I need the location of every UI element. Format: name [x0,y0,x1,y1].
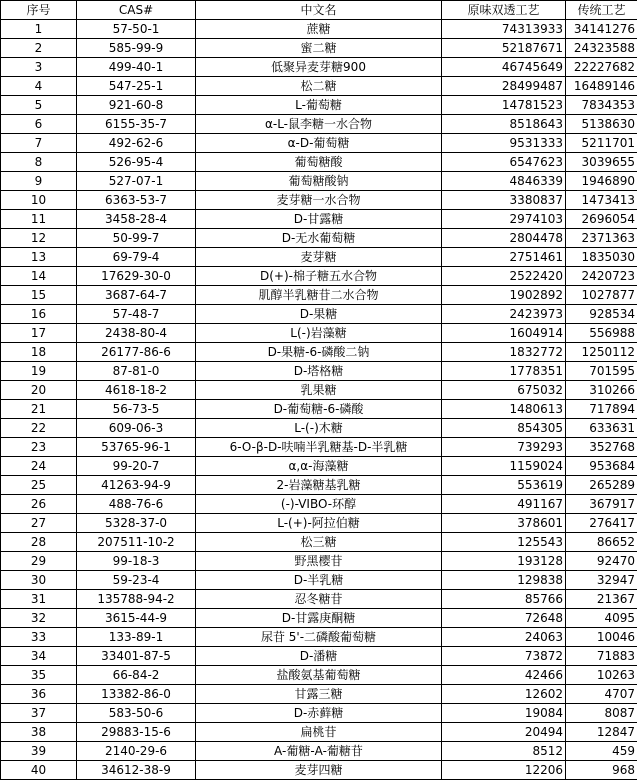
name-cell: 麦芽糖一水合物 [196,191,442,210]
original-value-cell: 491167 [442,495,566,514]
table-row [1,666,637,685]
index-cell: 10 [1,191,77,210]
cas-cell: 5328-37-0 [77,514,196,533]
original-value-cell: 14781523 [442,96,566,115]
cas-cell: 3687-64-7 [77,286,196,305]
index-cell: 3 [1,58,77,77]
original-value-cell: 20494 [442,723,566,742]
table-row [1,590,637,609]
index-cell: 35 [1,666,77,685]
cas-cell: 41263-94-9 [77,476,196,495]
name-cell: D-潘糖 [196,647,442,666]
table-body [1,20,637,780]
table-row [1,39,637,58]
table-row [1,552,637,571]
table-row [1,457,637,476]
index-cell: 38 [1,723,77,742]
original-value-cell: 52187671 [442,39,566,58]
cas-cell: 2140-29-6 [77,742,196,761]
cas-cell: 66-84-2 [77,666,196,685]
traditional-value-cell: 2371363 [566,229,637,248]
cas-cell: 13382-86-0 [77,685,196,704]
index-cell: 8 [1,153,77,172]
header-cas: CAS# [77,1,196,20]
table-row [1,419,637,438]
name-cell: 麦芽糖 [196,248,442,267]
index-cell: 15 [1,286,77,305]
table-row [1,305,637,324]
table-row [1,324,637,343]
cas-cell: 34612-38-9 [77,761,196,780]
name-cell: L(-)岩藻糖 [196,324,442,343]
index-cell: 9 [1,172,77,191]
table-row [1,495,637,514]
index-cell: 40 [1,761,77,780]
cas-cell: 547-25-1 [77,77,196,96]
name-cell: 野黑樱苷 [196,552,442,571]
traditional-value-cell: 352768 [566,438,637,457]
traditional-value-cell: 928534 [566,305,637,324]
traditional-value-cell: 32947 [566,571,637,590]
traditional-value-cell: 633631 [566,419,637,438]
original-value-cell: 19084 [442,704,566,723]
original-value-cell: 46745649 [442,58,566,77]
name-cell: 2-岩藻糖基乳糖 [196,476,442,495]
original-value-cell: 2804478 [442,229,566,248]
original-value-cell: 9531333 [442,134,566,153]
original-value-cell: 74313933 [442,20,566,39]
original-value-cell: 3380837 [442,191,566,210]
name-cell: 忍冬糖苷 [196,590,442,609]
traditional-value-cell: 21367 [566,590,637,609]
table-row [1,761,637,780]
traditional-value-cell: 8087 [566,704,637,723]
index-cell: 25 [1,476,77,495]
index-cell: 4 [1,77,77,96]
cas-cell: 2438-80-4 [77,324,196,343]
traditional-value-cell: 968 [566,761,637,780]
original-value-cell: 6547623 [442,153,566,172]
index-cell: 21 [1,400,77,419]
header-chinese-name: 中文名 [196,1,442,20]
index-cell: 39 [1,742,77,761]
index-cell: 28 [1,533,77,552]
table-row [1,438,637,457]
name-cell: α-D-葡萄糖 [196,134,442,153]
index-cell: 29 [1,552,77,571]
original-value-cell: 73872 [442,647,566,666]
original-value-cell: 2974103 [442,210,566,229]
name-cell: α,α-海藻糖 [196,457,442,476]
original-value-cell: 4846339 [442,172,566,191]
traditional-value-cell: 24323588 [566,39,637,58]
original-value-cell: 675032 [442,381,566,400]
original-value-cell: 2423973 [442,305,566,324]
index-cell: 17 [1,324,77,343]
traditional-value-cell: 2696054 [566,210,637,229]
traditional-value-cell: 1027877 [566,286,637,305]
traditional-value-cell: 3039655 [566,153,637,172]
traditional-value-cell: 16489146 [566,77,637,96]
cas-cell: 6155-35-7 [77,115,196,134]
name-cell: α-L-鼠李糖一水合物 [196,115,442,134]
name-cell: L-葡萄糖 [196,96,442,115]
cas-cell: 50-99-7 [77,229,196,248]
original-value-cell: 8518643 [442,115,566,134]
table-row [1,533,637,552]
traditional-value-cell: 1473413 [566,191,637,210]
name-cell: 尿苷 5'-二磷酸葡萄糖 [196,628,442,647]
table-row [1,77,637,96]
cas-cell: 133-89-1 [77,628,196,647]
traditional-value-cell: 310266 [566,381,637,400]
name-cell: L-(-)木糖 [196,419,442,438]
cas-cell: 56-73-5 [77,400,196,419]
original-value-cell: 1832772 [442,343,566,362]
header-row [1,1,637,20]
cas-cell: 499-40-1 [77,58,196,77]
cas-cell: 17629-30-0 [77,267,196,286]
cas-cell: 488-76-6 [77,495,196,514]
name-cell: 甘露三糖 [196,685,442,704]
traditional-value-cell: 2420723 [566,267,637,286]
original-value-cell: 85766 [442,590,566,609]
traditional-value-cell: 717894 [566,400,637,419]
original-value-cell: 2751461 [442,248,566,267]
name-cell: 乳果糖 [196,381,442,400]
table-row [1,400,637,419]
name-cell: 盐酸氨基葡萄糖 [196,666,442,685]
traditional-value-cell: 92470 [566,552,637,571]
traditional-value-cell: 367917 [566,495,637,514]
name-cell: D-果糖 [196,305,442,324]
table-row [1,267,637,286]
name-cell: D-半乳糖 [196,571,442,590]
index-cell: 22 [1,419,77,438]
name-cell: 松二糖 [196,77,442,96]
header-index: 序号 [1,1,77,20]
cas-cell: 3615-44-9 [77,609,196,628]
cas-cell: 59-23-4 [77,571,196,590]
traditional-value-cell: 4707 [566,685,637,704]
index-cell: 34 [1,647,77,666]
name-cell: 肌醇半乳糖苷二水合物 [196,286,442,305]
name-cell: D-赤藓糖 [196,704,442,723]
table-row [1,343,637,362]
original-value-cell: 8512 [442,742,566,761]
traditional-value-cell: 5211701 [566,134,637,153]
cas-cell: 526-95-4 [77,153,196,172]
header-traditional-process: 传统工艺 [566,1,637,20]
name-cell: D-果糖-6-磷酸二钠 [196,343,442,362]
table-row [1,210,637,229]
name-cell: 松三糖 [196,533,442,552]
table-row [1,362,637,381]
name-cell: D-葡萄糖-6-磷酸 [196,400,442,419]
name-cell: D-甘露庚酮糖 [196,609,442,628]
traditional-value-cell: 276417 [566,514,637,533]
name-cell: (-)-VIBO-环醇 [196,495,442,514]
name-cell: 葡萄糖酸钠 [196,172,442,191]
table-row [1,191,637,210]
table-row [1,58,637,77]
cas-cell: 921-60-8 [77,96,196,115]
original-value-cell: 12602 [442,685,566,704]
index-cell: 23 [1,438,77,457]
name-cell: L-(+)-阿拉伯糖 [196,514,442,533]
cas-cell: 609-06-3 [77,419,196,438]
cas-cell: 26177-86-6 [77,343,196,362]
cas-cell: 99-18-3 [77,552,196,571]
traditional-value-cell: 10263 [566,666,637,685]
index-cell: 26 [1,495,77,514]
cas-cell: 583-50-6 [77,704,196,723]
cas-cell: 29883-15-6 [77,723,196,742]
traditional-value-cell: 10046 [566,628,637,647]
original-value-cell: 28499487 [442,77,566,96]
cas-cell: 527-07-1 [77,172,196,191]
table-row [1,96,637,115]
name-cell: D-塔格糖 [196,362,442,381]
index-cell: 11 [1,210,77,229]
index-cell: 24 [1,457,77,476]
cas-cell: 585-99-9 [77,39,196,58]
index-cell: 13 [1,248,77,267]
traditional-value-cell: 7834353 [566,96,637,115]
index-cell: 18 [1,343,77,362]
index-cell: 7 [1,134,77,153]
traditional-value-cell: 34141276 [566,20,637,39]
table-row [1,628,637,647]
original-value-cell: 2522420 [442,267,566,286]
table-row [1,723,637,742]
cas-cell: 69-79-4 [77,248,196,267]
original-value-cell: 1604914 [442,324,566,343]
cas-cell: 135788-94-2 [77,590,196,609]
name-cell: D(+)-棉子糖五水合物 [196,267,442,286]
name-cell: D-无水葡萄糖 [196,229,442,248]
traditional-value-cell: 4095 [566,609,637,628]
cas-cell: 33401-87-5 [77,647,196,666]
original-value-cell: 125543 [442,533,566,552]
cas-cell: 57-50-1 [77,20,196,39]
name-cell: 6-O-β-D-呋喃半乳糖基-D-半乳糖 [196,438,442,457]
table-row [1,229,637,248]
original-value-cell: 1159024 [442,457,566,476]
name-cell: 麦芽四糖 [196,761,442,780]
table-row [1,476,637,495]
table-row [1,20,637,39]
traditional-value-cell: 22227682 [566,58,637,77]
original-value-cell: 553619 [442,476,566,495]
index-cell: 6 [1,115,77,134]
original-value-cell: 739293 [442,438,566,457]
table-row [1,153,637,172]
cas-cell: 4618-18-2 [77,381,196,400]
table-row [1,647,637,666]
traditional-value-cell: 459 [566,742,637,761]
cas-cell: 207511-10-2 [77,533,196,552]
table-row [1,704,637,723]
traditional-value-cell: 12847 [566,723,637,742]
original-value-cell: 42466 [442,666,566,685]
index-cell: 19 [1,362,77,381]
table-row [1,514,637,533]
original-value-cell: 12206 [442,761,566,780]
table-row [1,248,637,267]
index-cell: 37 [1,704,77,723]
traditional-value-cell: 1250112 [566,343,637,362]
cas-cell: 6363-53-7 [77,191,196,210]
index-cell: 31 [1,590,77,609]
cas-cell: 53765-96-1 [77,438,196,457]
table-row [1,115,637,134]
traditional-value-cell: 953684 [566,457,637,476]
index-cell: 33 [1,628,77,647]
traditional-value-cell: 86652 [566,533,637,552]
cas-cell: 57-48-7 [77,305,196,324]
index-cell: 1 [1,20,77,39]
name-cell: 扁桃苷 [196,723,442,742]
name-cell: 蔗糖 [196,20,442,39]
original-value-cell: 1778351 [442,362,566,381]
table-row [1,571,637,590]
traditional-value-cell: 1946890 [566,172,637,191]
name-cell: 葡萄糖酸 [196,153,442,172]
name-cell: D-甘露糖 [196,210,442,229]
cas-cell: 87-81-0 [77,362,196,381]
table-row [1,134,637,153]
name-cell: 低聚异麦芽糖900 [196,58,442,77]
index-cell: 30 [1,571,77,590]
index-cell: 32 [1,609,77,628]
index-cell: 12 [1,229,77,248]
original-value-cell: 193128 [442,552,566,571]
index-cell: 14 [1,267,77,286]
table-row [1,172,637,191]
table-row [1,286,637,305]
name-cell: A-葡糖-A-葡糖苷 [196,742,442,761]
traditional-value-cell: 265289 [566,476,637,495]
traditional-value-cell: 701595 [566,362,637,381]
index-cell: 5 [1,96,77,115]
cas-cell: 492-62-6 [77,134,196,153]
cas-cell: 99-20-7 [77,457,196,476]
original-value-cell: 72648 [442,609,566,628]
table-row [1,381,637,400]
traditional-value-cell: 1835030 [566,248,637,267]
original-value-cell: 1902892 [442,286,566,305]
table-row [1,685,637,704]
name-cell: 蜜二糖 [196,39,442,58]
cas-cell: 3458-28-4 [77,210,196,229]
index-cell: 2 [1,39,77,58]
original-value-cell: 378601 [442,514,566,533]
index-cell: 20 [1,381,77,400]
index-cell: 36 [1,685,77,704]
table-row [1,742,637,761]
traditional-value-cell: 71883 [566,647,637,666]
index-cell: 16 [1,305,77,324]
original-value-cell: 854305 [442,419,566,438]
index-cell: 27 [1,514,77,533]
table-row [1,609,637,628]
header-original-process: 原味双透工艺 [442,1,566,20]
original-value-cell: 1480613 [442,400,566,419]
original-value-cell: 24063 [442,628,566,647]
traditional-value-cell: 556988 [566,324,637,343]
traditional-value-cell: 5138630 [566,115,637,134]
original-value-cell: 129838 [442,571,566,590]
